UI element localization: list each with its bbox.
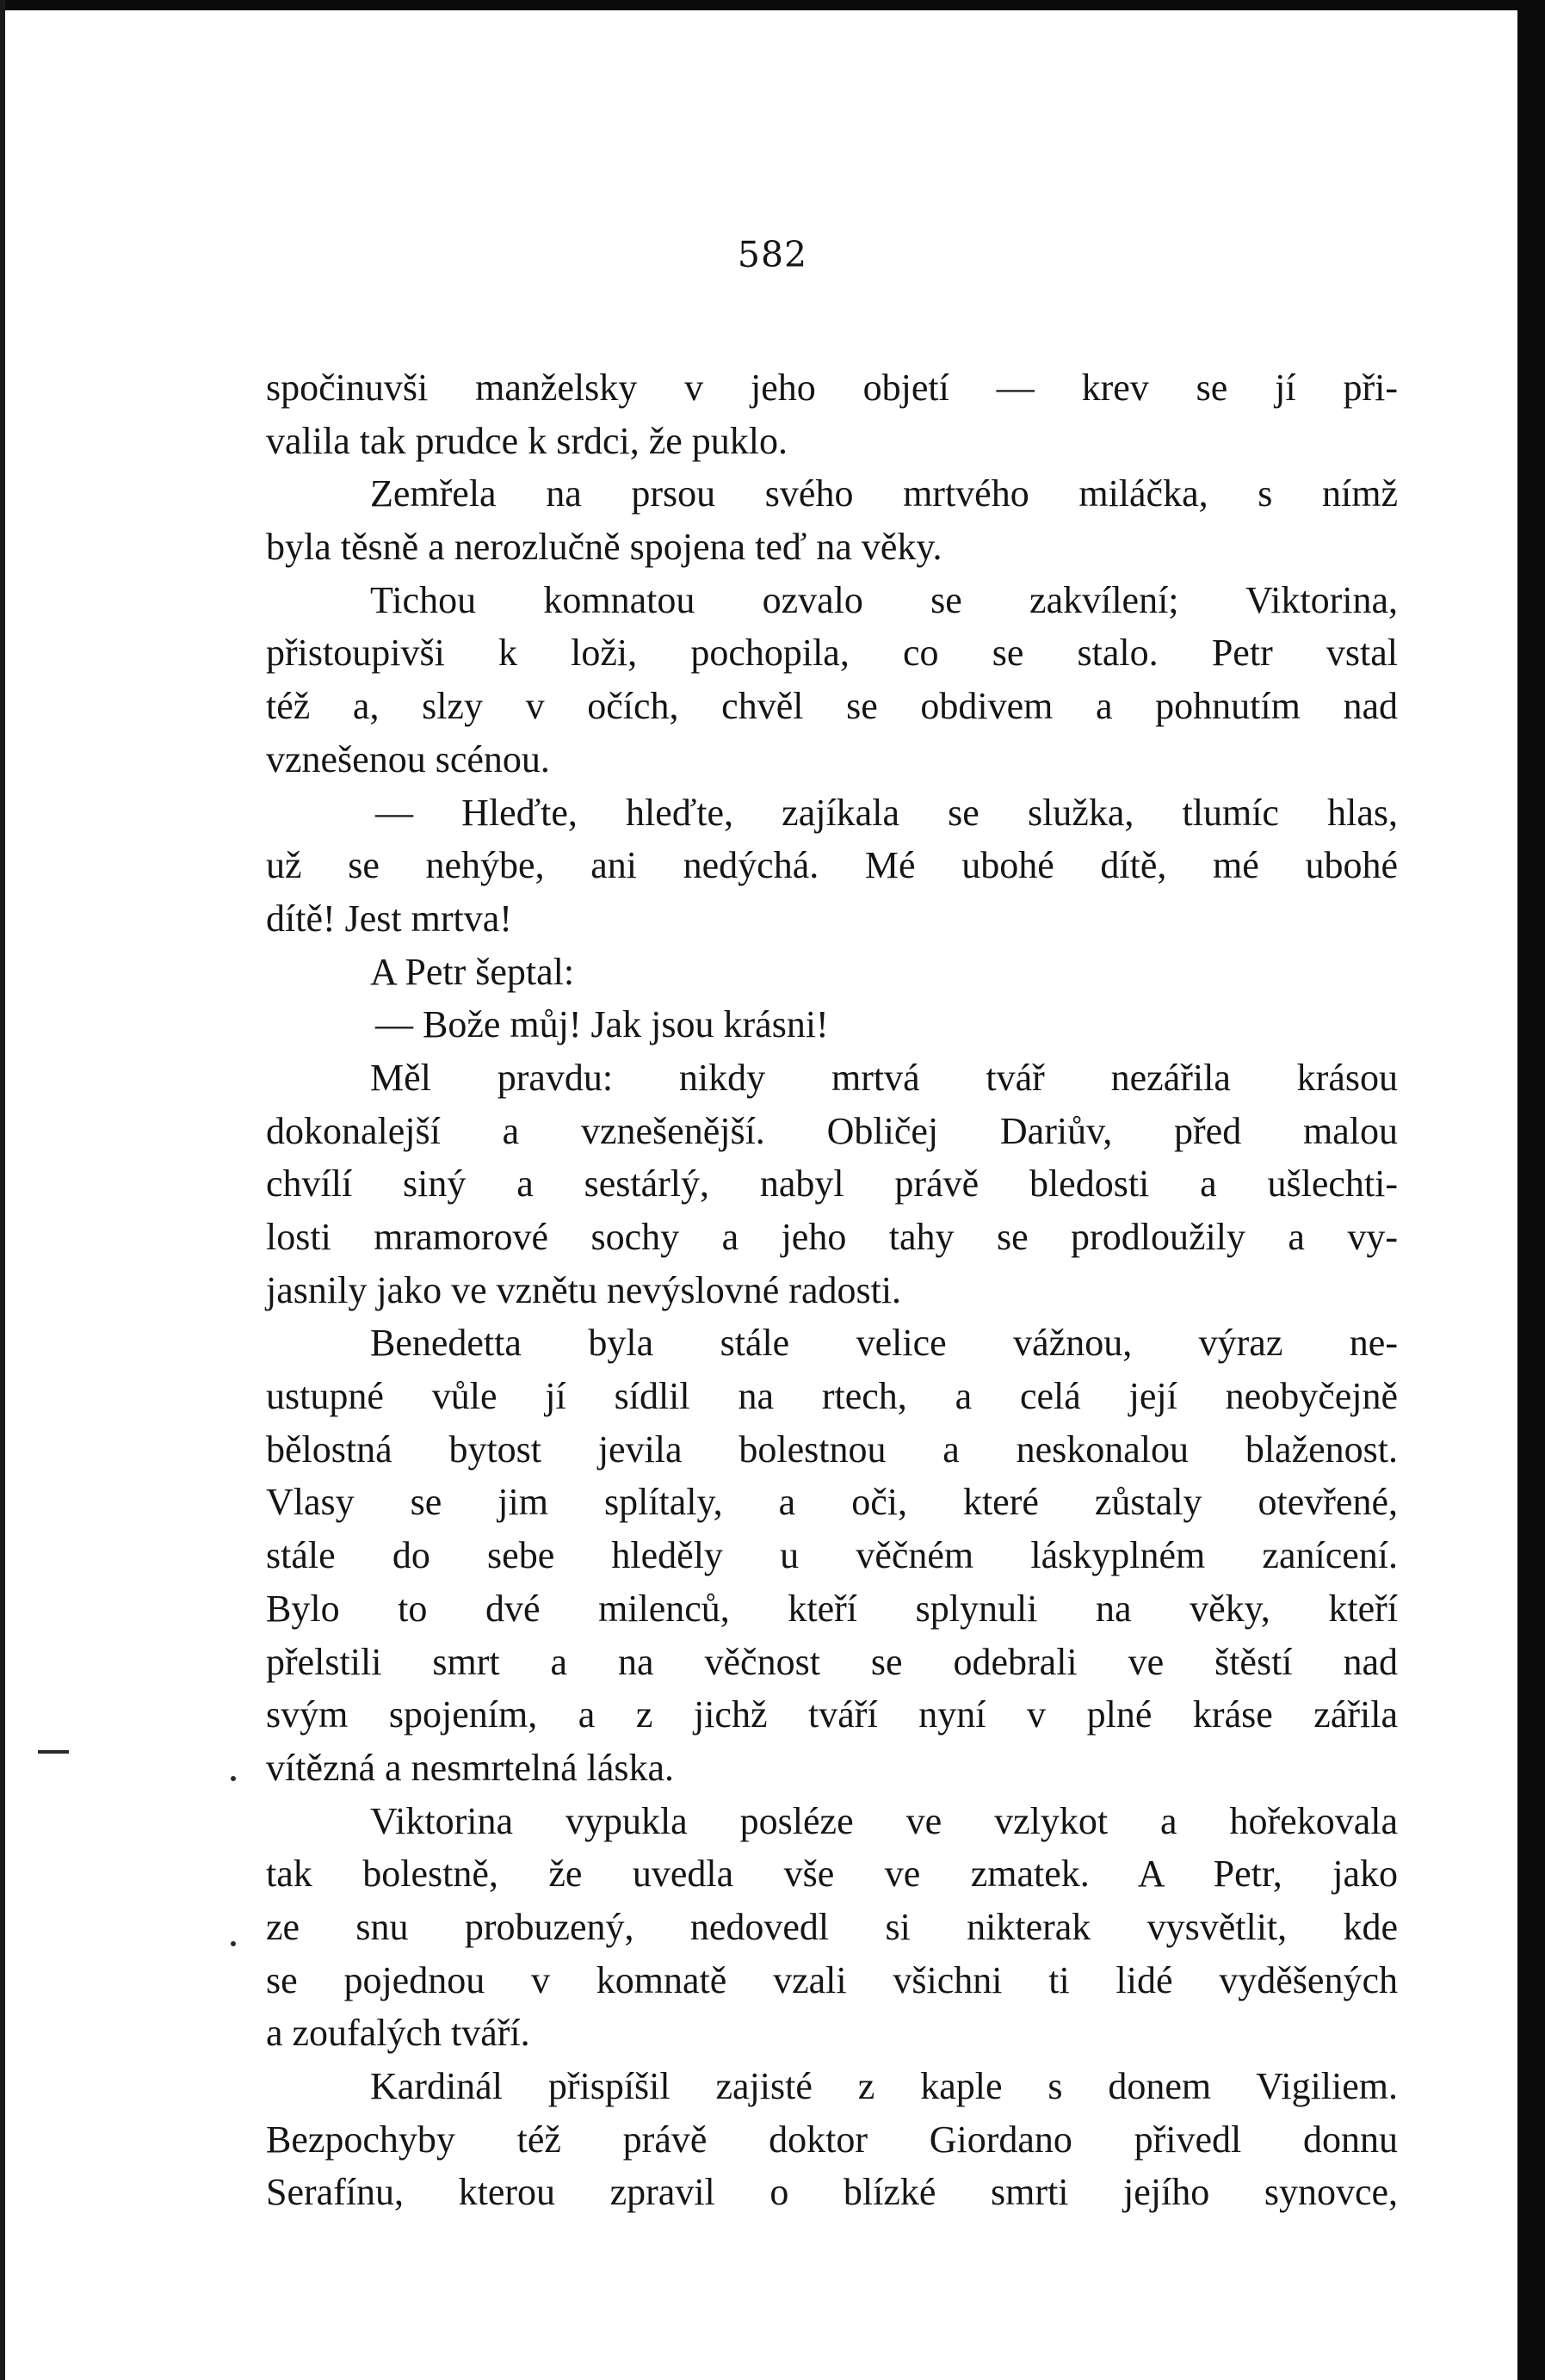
scan-speck: [38, 1750, 69, 1754]
text-line: jasnily jako ve vznětu nevýslovné radosti.: [266, 1268, 902, 1311]
scan-border-right: [1517, 0, 1545, 2380]
text-line: Měl pravdu: nikdy mrtvá tvář nezářila krásou: [370, 1056, 1398, 1099]
scan-speck: [231, 1776, 236, 1781]
text-line: Kardinál přispíšil zajisté z kaple s donem Vigiliem.: [370, 2065, 1398, 2107]
text-line: spočinuvši manželsky v jeho objetí — krev se jí při-: [266, 367, 1398, 409]
text-line: vznešenou scénou.: [266, 737, 550, 780]
text-line: tak bolestně, že uvedla vše ve zmatek. A Petr, jako: [266, 1853, 1398, 1896]
text-line: Serafínu, kterou zpravil o blízké smrti jejího synovce,: [266, 2171, 1398, 2214]
text-line: Benedetta byla stále velice vážnou, výraz ne-: [370, 1322, 1398, 1365]
text-line: Viktorina vypukla posléze ve vzlykot a hořekovala: [370, 1799, 1398, 1842]
body-text: [266, 361, 1398, 2219]
page-number: 582: [737, 234, 808, 275]
text-line: byla těsně a nerozlučně spojena teď na věky.: [266, 526, 942, 569]
text-line: ustupné vůle jí sídlil na rtech, a celá její neobyčejně: [266, 1375, 1398, 1418]
text-line: Bylo to dvé milenců, kteří splynuli na věky, kteří: [266, 1587, 1398, 1630]
text-line: Vlasy se jim splítaly, a oči, které zůstaly otevřené,: [266, 1481, 1398, 1524]
text-line: valila tak prudce k srdci, že puklo.: [266, 419, 788, 462]
scan-border-top: [0, 0, 1545, 10]
text-line: — Hleďte, hleďte, zajíkala se služka, tlumíc hlas,: [375, 791, 1398, 834]
text-line: stále do sebe hleděly u věčném láskyplném zanícení.: [266, 1534, 1398, 1577]
text-line: se pojednou v komnatě vzali všichni ti lidé vyděšených: [266, 1958, 1398, 2001]
text-line: ze snu probuzený, nedovedl si nikterak vysvětlit, kde: [266, 1905, 1398, 1948]
text-line: losti mramorové sochy a jeho tahy se prodloužily a vy-: [266, 1216, 1398, 1258]
text-line: Tichou komnatou ozvalo se zakvílení; Viktorina,: [370, 578, 1398, 621]
text-line: Bezpochyby též právě doktor Giordano přivedl donnu: [266, 2118, 1398, 2161]
text-line: už se nehýbe, ani nedýchá. Mé ubohé dítě, mé ubohé: [266, 844, 1398, 887]
scan-speck: [231, 1941, 236, 1946]
text-line: vítězná a nesmrtelná láska.: [266, 1746, 675, 1789]
text-line: A Petr šeptal:: [370, 950, 575, 993]
text-line: — Bože můj! Jak jsou krásni!: [375, 1003, 829, 1046]
scan-border-left: [0, 0, 5, 2380]
text-line: svým spojením, a z jichž tváří nyní v plné kráse zářila: [266, 1693, 1398, 1736]
text-line: a zoufalých tváří.: [266, 2012, 530, 2055]
text-line: přistoupivši k loži, pochopila, co se stalo. Petr vstal: [266, 632, 1398, 675]
text-line: bělostná bytost jevila bolestnou a neskonalou blaženost.: [266, 1427, 1398, 1471]
text-line: též a, slzy v očích, chvěl se obdivem a pohnutím nad: [266, 685, 1398, 728]
text-line: Zemřela na prsou svého mrtvého miláčka, s nímž: [370, 472, 1398, 515]
text-line: chvílí siný a sestárlý, nabyl právě bledosti a ušlechti-: [266, 1162, 1398, 1205]
text-line: přelstili smrt a na věčnost se odebrali ve štěstí nad: [266, 1640, 1398, 1683]
text-line: dokonalejší a vznešenější. Obličej Dariův, před malou: [266, 1109, 1398, 1152]
text-line: dítě! Jest mrtva!: [266, 897, 512, 940]
